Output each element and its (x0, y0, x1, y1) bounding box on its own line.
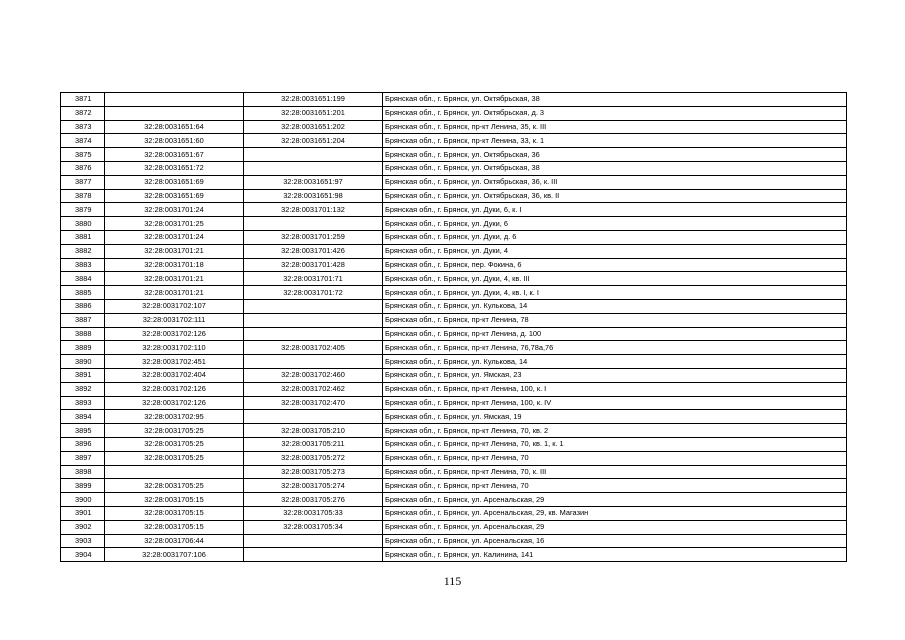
row-number-cell: 3895 (61, 424, 105, 438)
address-cell: Брянская обл., г. Брянск, ул. Октябрьская, 36, к. III (383, 175, 847, 189)
land-cadastral-number-cell: 32:28:0031705:25 (105, 451, 244, 465)
land-cadastral-number-cell: 32:28:0031651:69 (105, 189, 244, 203)
address-cell: Брянская обл., г. Брянск, пр-кт Ленина, 35, к. III (383, 120, 847, 134)
building-cadastral-number-cell (244, 355, 383, 369)
address-cell: Брянская обл., г. Брянск, пр-кт Ленина, 100, к. IV (383, 396, 847, 410)
row-number-cell: 3874 (61, 134, 105, 148)
address-cell: Брянская обл., г. Брянск, пр-кт Ленина, 70 (383, 451, 847, 465)
building-cadastral-number-cell: 32:28:0031651:204 (244, 134, 383, 148)
address-cell: Брянская обл., г. Брянск, ул. Дуки, д. 6 (383, 230, 847, 244)
row-number-cell: 3881 (61, 230, 105, 244)
building-cadastral-number-cell: 32:28:0031701:72 (244, 286, 383, 300)
building-cadastral-number-cell (244, 299, 383, 313)
table-row (61, 534, 847, 548)
table-row (61, 189, 847, 203)
row-number-cell: 3871 (61, 93, 105, 107)
land-cadastral-number-cell: 32:28:0031651:69 (105, 175, 244, 189)
row-number-cell: 3894 (61, 410, 105, 424)
land-cadastral-number-cell: 32:28:0031701:25 (105, 217, 244, 231)
land-cadastral-number-cell: 32:28:0031701:21 (105, 286, 244, 300)
building-cadastral-number-cell: 32:28:0031651:98 (244, 189, 383, 203)
building-cadastral-number-cell (244, 313, 383, 327)
land-cadastral-number-cell: 32:28:0031702:95 (105, 410, 244, 424)
building-cadastral-number-cell: 32:28:0031705:211 (244, 437, 383, 451)
table-row (61, 313, 847, 327)
land-cadastral-number-cell: 32:28:0031651:67 (105, 148, 244, 162)
registry-table (60, 92, 847, 562)
table-row (61, 424, 847, 438)
table-row (61, 451, 847, 465)
table-row (61, 286, 847, 300)
land-cadastral-number-cell: 32:28:0031701:21 (105, 272, 244, 286)
address-cell: Брянская обл., г. Брянск, ул. Октябрьская, 36, кв. II (383, 189, 847, 203)
row-number-cell: 3903 (61, 534, 105, 548)
row-number-cell: 3900 (61, 493, 105, 507)
row-number-cell: 3896 (61, 437, 105, 451)
building-cadastral-number-cell: 32:28:0031702:460 (244, 368, 383, 382)
land-cadastral-number-cell (105, 465, 244, 479)
address-cell: Брянская обл., г. Брянск, ул. Арсенальская, 29 (383, 493, 847, 507)
table-row (61, 217, 847, 231)
building-cadastral-number-cell: 32:28:0031705:34 (244, 520, 383, 534)
address-cell: Брянская обл., г. Брянск, ул. Арсенальская, 16 (383, 534, 847, 548)
address-cell: Брянская обл., г. Брянск, ул. Калинина, 141 (383, 548, 847, 562)
row-number-cell: 3893 (61, 396, 105, 410)
row-number-cell: 3901 (61, 506, 105, 520)
row-number-cell: 3886 (61, 299, 105, 313)
land-cadastral-number-cell: 32:28:0031702:404 (105, 368, 244, 382)
row-number-cell: 3899 (61, 479, 105, 493)
building-cadastral-number-cell: 32:28:0031702:462 (244, 382, 383, 396)
address-cell: Брянская обл., г. Брянск, ул. Дуки, 6, к. I (383, 203, 847, 217)
table-row (61, 520, 847, 534)
row-number-cell: 3882 (61, 244, 105, 258)
table-row (61, 410, 847, 424)
table-row (61, 327, 847, 341)
table-row (61, 493, 847, 507)
table-row (61, 437, 847, 451)
land-cadastral-number-cell: 32:28:0031707:106 (105, 548, 244, 562)
address-cell: Брянская обл., г. Брянск, пр-кт Ленина, 70, кв. 1, к. 1 (383, 437, 847, 451)
land-cadastral-number-cell: 32:28:0031705:15 (105, 506, 244, 520)
row-number-cell: 3891 (61, 368, 105, 382)
land-cadastral-number-cell: 32:28:0031705:25 (105, 479, 244, 493)
building-cadastral-number-cell: 32:28:0031651:199 (244, 93, 383, 107)
building-cadastral-number-cell: 32:28:0031705:210 (244, 424, 383, 438)
address-cell: Брянская обл., г. Брянск, ул. Октябрьская, 38 (383, 161, 847, 175)
building-cadastral-number-cell: 32:28:0031651:201 (244, 106, 383, 120)
address-cell: Брянская обл., г. Брянск, ул. Октябрьская, 36 (383, 148, 847, 162)
row-number-cell: 3878 (61, 189, 105, 203)
address-cell: Брянская обл., г. Брянск, пр-кт Ленина, 78 (383, 313, 847, 327)
address-cell: Брянская обл., г. Брянск, ул. Кулькова, 14 (383, 355, 847, 369)
land-cadastral-number-cell: 32:28:0031702:111 (105, 313, 244, 327)
address-cell: Брянская обл., г. Брянск, ул. Дуки, 4, кв. I, к. I (383, 286, 847, 300)
land-cadastral-number-cell: 32:28:0031701:24 (105, 230, 244, 244)
land-cadastral-number-cell: 32:28:0031702:110 (105, 341, 244, 355)
building-cadastral-number-cell (244, 534, 383, 548)
building-cadastral-number-cell (244, 217, 383, 231)
table-row (61, 548, 847, 562)
table-row (61, 506, 847, 520)
row-number-cell: 3890 (61, 355, 105, 369)
address-cell: Брянская обл., г. Брянск, пр-кт Ленина, 100, к. I (383, 382, 847, 396)
registry-table-body (61, 93, 847, 562)
table-row (61, 161, 847, 175)
table-row (61, 230, 847, 244)
row-number-cell: 3897 (61, 451, 105, 465)
address-cell: Брянская обл., г. Брянск, ул. Кулькова, 14 (383, 299, 847, 313)
building-cadastral-number-cell: 32:28:0031701:428 (244, 258, 383, 272)
address-cell: Брянская обл., г. Брянск, пр-кт Ленина, д. 100 (383, 327, 847, 341)
table-row (61, 299, 847, 313)
building-cadastral-number-cell: 32:28:0031701:426 (244, 244, 383, 258)
land-cadastral-number-cell (105, 93, 244, 107)
land-cadastral-number-cell: 32:28:0031702:107 (105, 299, 244, 313)
building-cadastral-number-cell: 32:28:0031701:132 (244, 203, 383, 217)
land-cadastral-number-cell: 32:28:0031706:44 (105, 534, 244, 548)
table-row (61, 396, 847, 410)
table-row (61, 93, 847, 107)
address-cell: Брянская обл., г. Брянск, ул. Октябрьская, д. 3 (383, 106, 847, 120)
address-cell: Брянская обл., г. Брянск, ул. Ямская, 23 (383, 368, 847, 382)
table-row (61, 272, 847, 286)
land-cadastral-number-cell (105, 106, 244, 120)
land-cadastral-number-cell: 32:28:0031651:64 (105, 120, 244, 134)
table-row (61, 244, 847, 258)
row-number-cell: 3873 (61, 120, 105, 134)
land-cadastral-number-cell: 32:28:0031702:451 (105, 355, 244, 369)
building-cadastral-number-cell: 32:28:0031702:470 (244, 396, 383, 410)
table-row (61, 148, 847, 162)
table-row (61, 355, 847, 369)
building-cadastral-number-cell (244, 161, 383, 175)
building-cadastral-number-cell (244, 148, 383, 162)
building-cadastral-number-cell (244, 548, 383, 562)
land-cadastral-number-cell: 32:28:0031702:126 (105, 396, 244, 410)
table-row (61, 203, 847, 217)
address-cell: Брянская обл., г. Брянск, ул. Дуки, 4 (383, 244, 847, 258)
address-cell: Брянская обл., г. Брянск, пр-кт Ленина, 70, кв. 2 (383, 424, 847, 438)
row-number-cell: 3888 (61, 327, 105, 341)
table-row (61, 106, 847, 120)
table-row (61, 479, 847, 493)
building-cadastral-number-cell: 32:28:0031705:273 (244, 465, 383, 479)
building-cadastral-number-cell: 32:28:0031701:71 (244, 272, 383, 286)
table-row (61, 175, 847, 189)
land-cadastral-number-cell: 32:28:0031705:25 (105, 424, 244, 438)
building-cadastral-number-cell: 32:28:0031705:276 (244, 493, 383, 507)
building-cadastral-number-cell: 32:28:0031705:274 (244, 479, 383, 493)
row-number-cell: 3879 (61, 203, 105, 217)
table-row (61, 258, 847, 272)
land-cadastral-number-cell: 32:28:0031705:15 (105, 520, 244, 534)
row-number-cell: 3884 (61, 272, 105, 286)
row-number-cell: 3902 (61, 520, 105, 534)
address-cell: Брянская обл., г. Брянск, ул. Ямская, 19 (383, 410, 847, 424)
building-cadastral-number-cell: 32:28:0031651:202 (244, 120, 383, 134)
row-number-cell: 3872 (61, 106, 105, 120)
address-cell: Брянская обл., г. Брянск, пер. Фокина, 6 (383, 258, 847, 272)
row-number-cell: 3880 (61, 217, 105, 231)
table-row (61, 134, 847, 148)
land-cadastral-number-cell: 32:28:0031702:126 (105, 382, 244, 396)
building-cadastral-number-cell: 32:28:0031651:97 (244, 175, 383, 189)
building-cadastral-number-cell: 32:28:0031705:272 (244, 451, 383, 465)
land-cadastral-number-cell: 32:28:0031701:24 (105, 203, 244, 217)
row-number-cell: 3889 (61, 341, 105, 355)
table-row (61, 382, 847, 396)
building-cadastral-number-cell: 32:28:0031702:405 (244, 341, 383, 355)
row-number-cell: 3892 (61, 382, 105, 396)
address-cell: Брянская обл., г. Брянск, ул. Дуки, 6 (383, 217, 847, 231)
land-cadastral-number-cell: 32:28:0031705:15 (105, 493, 244, 507)
address-cell: Брянская обл., г. Брянск, пр-кт Ленина, 76,78а,76 (383, 341, 847, 355)
land-cadastral-number-cell: 32:28:0031651:72 (105, 161, 244, 175)
land-cadastral-number-cell: 32:28:0031702:126 (105, 327, 244, 341)
table-row (61, 120, 847, 134)
building-cadastral-number-cell (244, 327, 383, 341)
address-cell: Брянская обл., г. Брянск, ул. Октябрьская, 38 (383, 93, 847, 107)
table-row (61, 341, 847, 355)
row-number-cell: 3887 (61, 313, 105, 327)
land-cadastral-number-cell: 32:28:0031705:25 (105, 437, 244, 451)
page-number: 115 (443, 574, 462, 588)
address-cell: Брянская обл., г. Брянск, пр-кт Ленина, 70, к. III (383, 465, 847, 479)
table-row (61, 465, 847, 479)
building-cadastral-number-cell: 32:28:0031705:33 (244, 506, 383, 520)
land-cadastral-number-cell: 32:28:0031701:21 (105, 244, 244, 258)
address-cell: Брянская обл., г. Брянск, ул. Арсенальская, 29 (383, 520, 847, 534)
row-number-cell: 3875 (61, 148, 105, 162)
land-cadastral-number-cell: 32:28:0031651:60 (105, 134, 244, 148)
row-number-cell: 3885 (61, 286, 105, 300)
row-number-cell: 3904 (61, 548, 105, 562)
table-row (61, 368, 847, 382)
address-cell: Брянская обл., г. Брянск, пр-кт Ленина, 33, к. 1 (383, 134, 847, 148)
row-number-cell: 3876 (61, 161, 105, 175)
address-cell: Брянская обл., г. Брянск, ул. Дуки, 4, кв. III (383, 272, 847, 286)
land-cadastral-number-cell: 32:28:0031701:18 (105, 258, 244, 272)
building-cadastral-number-cell (244, 410, 383, 424)
address-cell: Брянская обл., г. Брянск, ул. Арсенальская, 29, кв. Магазин (383, 506, 847, 520)
row-number-cell: 3898 (61, 465, 105, 479)
address-cell: Брянская обл., г. Брянск, пр-кт Ленина, 70 (383, 479, 847, 493)
building-cadastral-number-cell: 32:28:0031701:259 (244, 230, 383, 244)
row-number-cell: 3877 (61, 175, 105, 189)
row-number-cell: 3883 (61, 258, 105, 272)
